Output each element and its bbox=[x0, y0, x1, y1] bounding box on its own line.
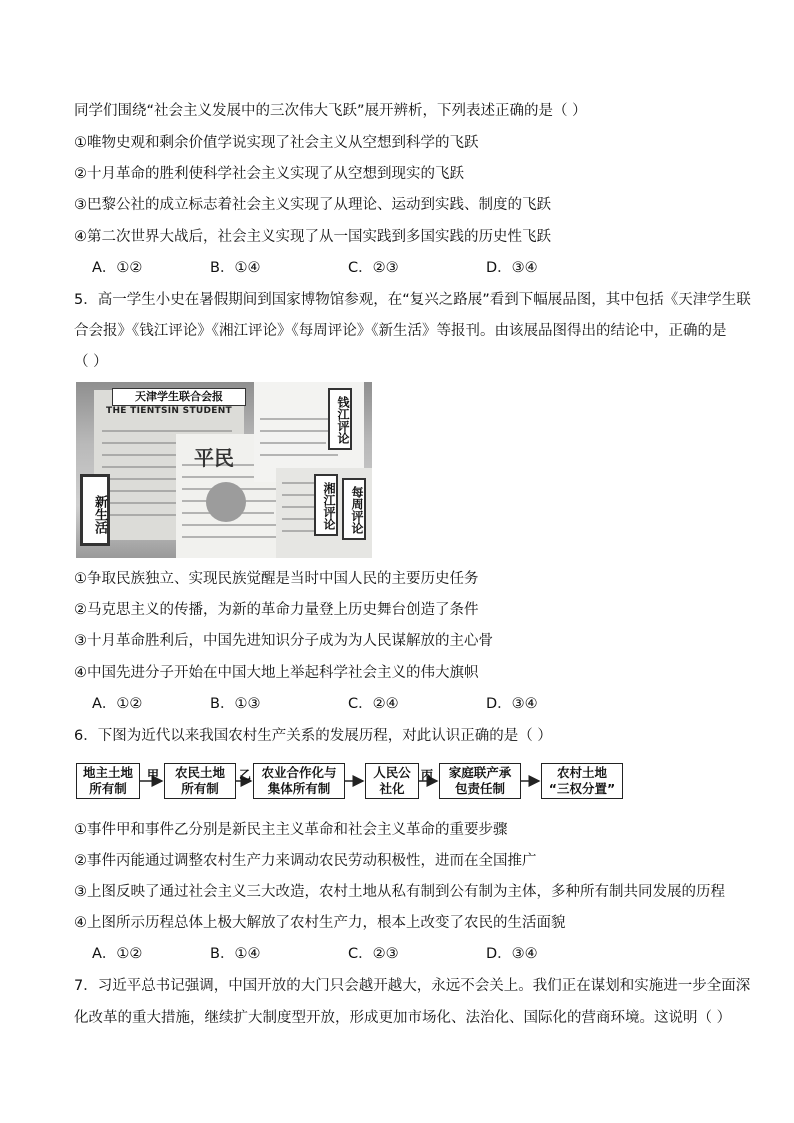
q6-option-d[interactable]: D．③④ bbox=[486, 946, 538, 962]
q5-stem-line-1: 5．高一学生小史在暑假期间到国家博物馆参观，在“复兴之路展”看到下幅展品图，其中包括《天津学生联 bbox=[74, 292, 751, 308]
new-life-label: 新生活 bbox=[80, 474, 110, 546]
xiangjiang-review-label: 湘江评论 bbox=[314, 474, 338, 536]
q5-option-c[interactable]: C．②④ bbox=[348, 696, 399, 712]
q7-stem-line-2: 化改革的重大措施，继续扩大制度型开放，形成更加市场化、法治化、国际化的营商环境。这说明（ ） bbox=[74, 1010, 732, 1026]
flow-box-5-line-2: 包责任制 bbox=[454, 781, 505, 796]
q5-option-a[interactable]: A．①② bbox=[92, 696, 143, 712]
q6-item-2: ②事件丙能通过调整农村生产力来调动农民劳动积极性，进而在全国推广 bbox=[74, 853, 537, 869]
q5-item-3: ③十月革命胜利后，中国先进知识分子成为为人民谋解放的主心骨 bbox=[74, 633, 493, 649]
flow-box-3-line-1: 农业合作化与 bbox=[261, 765, 337, 780]
q4-option-d[interactable]: D．③④ bbox=[486, 260, 538, 276]
flow-box-peoples-commune bbox=[365, 763, 419, 799]
q7-stem-line-1: 7．习近平总书记强调，中国开放的大门只会越开越大，永远不会关上。我们正在谋划和实施进一步全面深 bbox=[74, 978, 751, 994]
tianjin-newspaper-en-title: THE TIENTSIN STUDENT bbox=[106, 406, 232, 416]
q5-item-4: ④中国先进分子开始在中国大地上举起科学社会主义的伟大旗帜 bbox=[74, 665, 479, 681]
q5-option-b[interactable]: B．①③ bbox=[210, 696, 261, 712]
q4-option-b[interactable]: B．①④ bbox=[210, 260, 261, 276]
tianjin-newspaper-title: 天津学生联合会报 bbox=[112, 388, 246, 406]
q4-item-4: ④第二次世界大战后，社会主义实现了从一国实践到多国实践的历史性飞跃 bbox=[74, 229, 551, 245]
flow-box-6-line-2: “三权分置” bbox=[548, 781, 616, 796]
q6-stem: 6．下图为近代以来我国农村生产关系的发展历程，对此认识正确的是（ ） bbox=[74, 728, 552, 744]
weekly-review-label: 每周评论 bbox=[342, 478, 366, 540]
flow-box-household-responsibility bbox=[439, 763, 521, 799]
flow-box-2-line-1: 农民土地 bbox=[174, 765, 225, 780]
qianjiang-review-label: 钱江评论 bbox=[328, 388, 352, 450]
q4-option-c[interactable]: C．②③ bbox=[348, 260, 399, 276]
q4-item-3: ③巴黎公社的成立标志着社会主义实现了从理论、运动到实践、制度的飞跃 bbox=[74, 197, 551, 213]
flow-label-jia: 甲 bbox=[147, 768, 160, 782]
flow-box-1-line-1: 地主土地 bbox=[82, 765, 133, 780]
flow-label-yi: 乙 bbox=[239, 768, 252, 782]
flow-box-4-line-1: 人民公 bbox=[373, 765, 411, 780]
q6-item-4: ④上图所示历程总体上极大解放了农村生产力，根本上改变了农民的生活面貌 bbox=[74, 915, 566, 931]
q5-item-1: ①争取民族独立、实现民族觉醒是当时中国人民的主要历史任务 bbox=[74, 571, 479, 587]
q4-option-a[interactable]: A．①② bbox=[92, 260, 143, 276]
q4-stem: 同学们围绕“社会主义发展中的三次伟大飞跃”展开辨析，下列表述正确的是（ ） bbox=[74, 103, 587, 119]
flow-box-2-line-2: 所有制 bbox=[181, 781, 219, 796]
q6-option-b[interactable]: B．①④ bbox=[210, 946, 261, 962]
q6-item-3: ③上图反映了通过社会主义三大改造，农村土地从私有制到公有制为主体，多种所有制共同发展的历程 bbox=[74, 884, 725, 900]
flow-box-6-line-1: 农村土地 bbox=[556, 765, 607, 780]
q4-item-1: ①唯物史观和剩余价值学说实现了社会主义从空想到科学的飞跃 bbox=[74, 135, 479, 151]
flow-box-5-line-1: 家庭联产承 bbox=[448, 765, 512, 780]
q6-option-c[interactable]: C．②③ bbox=[348, 946, 399, 962]
q5-option-d[interactable]: D．③④ bbox=[486, 696, 538, 712]
flow-box-cooperative-collective bbox=[253, 763, 345, 799]
flow-box-three-rights-separation bbox=[541, 763, 623, 799]
flow-box-landlord-ownership bbox=[76, 763, 140, 799]
pingmin-masthead: 平民 bbox=[194, 446, 234, 470]
flow-label-bing: 丙 bbox=[421, 768, 434, 782]
flow-box-peasant-ownership bbox=[164, 763, 236, 799]
q5-stem-line-2: 合会报》《钱江评论》《湘江评论》《每周评论》《新生活》等报刊。由该展品图得出的结论中，正确的是 bbox=[74, 323, 727, 339]
q6-item-1: ①事件甲和事件乙分别是新民主主义革命和社会主义革命的重要步骤 bbox=[74, 822, 508, 838]
q6-option-a[interactable]: A．①② bbox=[92, 946, 143, 962]
flow-box-3-line-2: 集体所有制 bbox=[267, 781, 331, 796]
q4-item-2: ②十月革命的胜利使科学社会主义实现了从空想到现实的飞跃 bbox=[74, 166, 464, 182]
q5-item-2: ②马克思主义的传播，为新的革命力量登上历史舞台创造了条件 bbox=[74, 602, 479, 618]
flow-box-1-line-2: 所有制 bbox=[89, 781, 127, 796]
q5-stem-line-3: （ ） bbox=[74, 354, 108, 370]
flow-box-4-line-2: 社化 bbox=[379, 781, 405, 796]
